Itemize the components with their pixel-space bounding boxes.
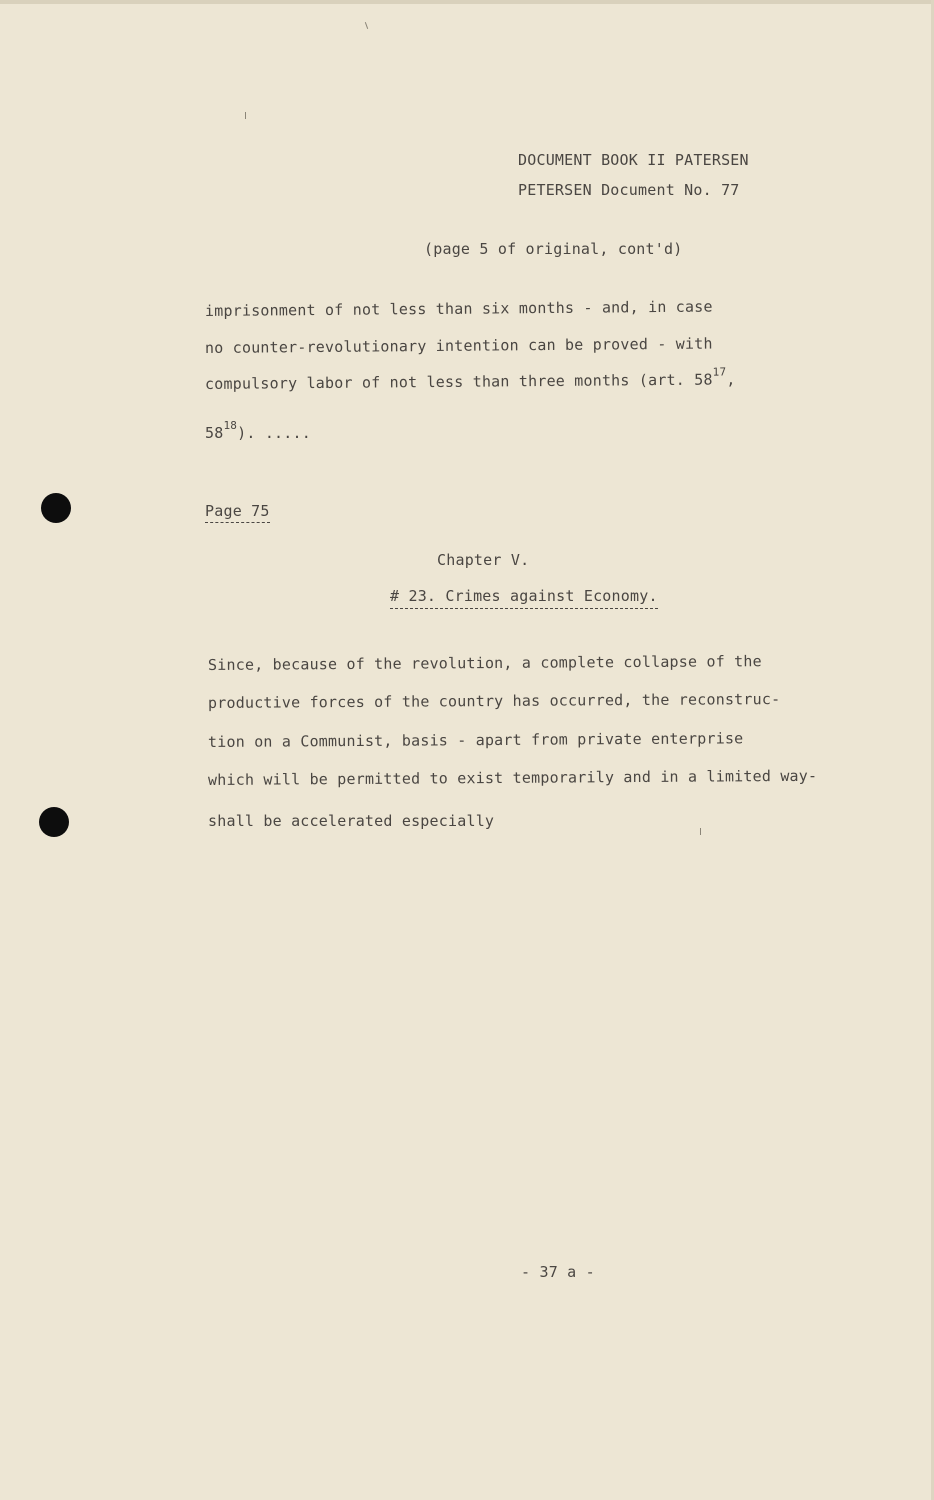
paper-mark — [245, 112, 246, 119]
punch-hole-lower — [39, 807, 69, 837]
section-title-text: # 23. Crimes against Economy. — [390, 587, 658, 609]
chapter-title: Chapter V. — [437, 551, 530, 569]
article-superscript: 18 — [223, 419, 238, 432]
paragraph-line-tail: ). ..... — [237, 424, 311, 442]
paragraph-line: shall be accelerated especially — [208, 812, 495, 830]
page-number: - 37 a - — [521, 1263, 595, 1281]
paragraph-line-text: compulsory labor of not less than three months (art. 58 — [204, 370, 713, 393]
punch-hole-upper — [41, 493, 71, 523]
continuation-note: (page 5 of original, cont'd) — [424, 240, 683, 258]
paragraph-line: no counter-revolutionary intention can be proved - with — [204, 334, 713, 357]
paragraph-line: productive forces of the country has occurred, the reconstruc- — [207, 690, 781, 712]
document-book-header: DOCUMENT BOOK II PATERSEN — [518, 151, 749, 169]
paragraph-line: which will be permitted to exist temporarily and in a limited way- — [207, 766, 818, 789]
paragraph-line — [204, 365, 736, 393]
paper-top-edge — [0, 0, 934, 4]
paragraph-line-text: 58 — [205, 424, 224, 442]
section-title — [390, 587, 658, 605]
paragraph-line-tail: , — [726, 370, 736, 389]
article-superscript: 17 — [712, 365, 727, 379]
paragraph-line: imprisonment of not less than six months - and, in case — [204, 297, 713, 320]
paper-mark — [700, 828, 701, 835]
document-number-header: PETERSEN Document No. 77 — [518, 181, 740, 199]
paragraph-line: Since, because of the revolution, a complete collapse of the — [207, 652, 762, 674]
page-reference: Page 75 — [205, 502, 270, 523]
paper-mark — [365, 22, 368, 29]
paragraph-line: tion on a Communist, basis - apart from private enterprise — [207, 729, 744, 751]
paragraph-line — [205, 419, 311, 442]
